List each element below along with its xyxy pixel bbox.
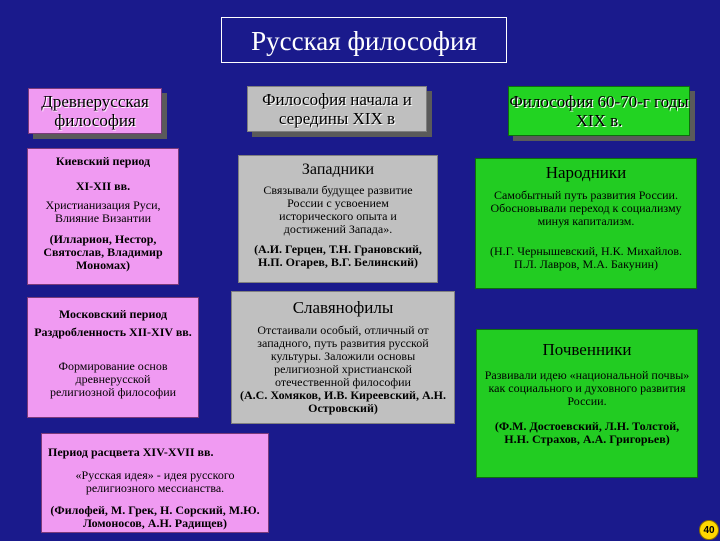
header-60-70s [508, 86, 690, 136]
westerners-box [238, 155, 438, 283]
narodniki-people: (Н.Г. Чернышевский, Н.К. Михайлов. П.Л. Лавров, М.А. Бакунин) [489, 244, 683, 271]
header-early-19th [247, 86, 427, 132]
kiev-period-box [27, 148, 179, 285]
kiev-period-years: XI-XII вв. [75, 179, 131, 193]
slavophiles-people: (А.С. Хомяков, И.В. Киреевский, А.Н. Островский) [240, 388, 446, 415]
slavophiles-text: Отстаивали особый, отличный от западного, путь развития русской культуры. Заложили основы религиозной христианской отечественной философии [257, 323, 429, 389]
narodniki-box [475, 158, 697, 289]
westerners-title: Западники [301, 161, 375, 178]
pochvenniki-box [476, 329, 698, 478]
pochvenniki-people: (Ф.М. Достоевский, Л.Н. Толстой, Н.Н. Страхов, А.А. Григорьев) [494, 419, 680, 446]
kiev-period-text: Христианизация Руси, Влияние Византии [45, 198, 161, 225]
narodniki-title: Народники [545, 163, 627, 182]
kiev-period-people: (Илларион, Нестор, Святослав, Владимир Мономах) [43, 232, 163, 272]
moscow-period-text: Формирование основ древнерусской религиозной философии [49, 359, 177, 399]
header-early-19th-label: Философия начала и середины XIX в [262, 90, 412, 128]
pochvenniki-title: Почвенники [542, 340, 632, 359]
flourish-period-title: Период расцвета XIV-XVII вв. [48, 445, 214, 459]
moscow-period-title: Московский период [58, 307, 168, 321]
westerners-people: (А.И. Герцен, Т.Н. Грановский, Н.П. Огарев, В.Г. Белинский) [254, 242, 422, 269]
header-ancient-russian [28, 88, 162, 134]
flourish-period-text: «Русская идея» - идея русского религиозного мессианства. [75, 468, 235, 495]
slavophiles-box [231, 291, 455, 424]
narodniki-text: Самобытный путь развития России. Обосновывали переход к социализму минуя капитализм. [490, 188, 682, 228]
moscow-period-line: Раздробленность XII-XIV вв. [34, 325, 192, 339]
flourish-period-people: (Филофей, М. Грек, Н. Сорский, М.Ю. Ломоносов, А.Н. Радищев) [50, 503, 260, 530]
moscow-period-box [27, 297, 199, 418]
flourish-period-box [41, 433, 269, 533]
kiev-period-title: Киевский период [55, 154, 151, 168]
page-number-badge: 40 [699, 520, 719, 540]
pochvenniki-text: Развивали идею «национальной почвы» как социального и духовного развития России. [484, 368, 690, 408]
header-60-70s-label: Философия 60-70-г годы XIX в. [509, 92, 689, 130]
westerners-text: Связывали будущее развитие России с усвоением исторического опыта и достижений Запада». [263, 183, 413, 236]
slavophiles-title: Славянофилы [292, 298, 394, 317]
slide-title: Русская философия [221, 17, 507, 63]
header-ancient-russian-label: Древнерусская философия [41, 92, 149, 130]
